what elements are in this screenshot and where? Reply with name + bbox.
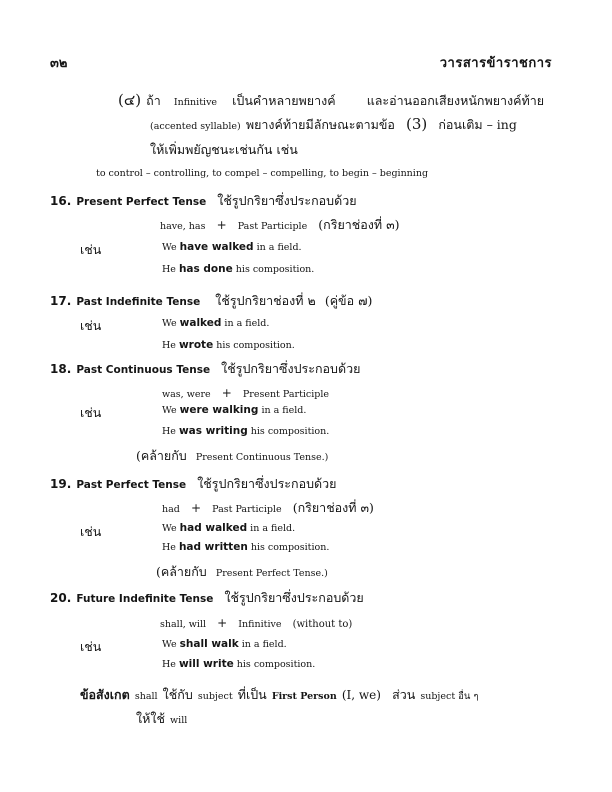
section-17-example-2: He wrote his composition.	[162, 339, 295, 351]
intro-line-2: (accented syllable) พยางค์ท้ายมีลักษณะตามข้อ (3) ก่อนเติม – ing	[150, 115, 517, 133]
intro-examples: to control – controlling, to compel – compelling, to begin – beginning	[96, 168, 429, 179]
section-16-example-2: He has done his composition.	[162, 263, 315, 275]
page-number: ๓๒	[50, 56, 68, 71]
section-19-eg-label: เช่น	[80, 524, 102, 539]
section-17-example-1: We walked in a field.	[162, 317, 270, 329]
section-19-example-2: He had written his composition.	[162, 541, 330, 553]
section-19-formula: had + Past Participle (กริยาช่องที่ ๓)	[162, 500, 374, 515]
section-19-heading: 19. Past Perfect Tense ใช้รูปกริยาซึ่งประกอบด้วย	[50, 476, 337, 491]
observation-line-2: ให้ใช้ will	[136, 711, 188, 726]
running-head: วารสารข้าราชการ	[439, 56, 552, 71]
section-17-eg-label: เช่น	[80, 318, 102, 333]
intro-line-3: ให้เพิ่มพยัญชนะเช่นกัน เช่น	[150, 142, 298, 157]
section-19-note: (คล้ายกับ Present Perfect Tense.)	[156, 564, 328, 579]
section-18-note: (คล้ายกับ Present Continuous Tense.)	[136, 448, 329, 463]
section-18-heading: 18. Past Continuous Tense ใช้รูปกริยาซึ่งประกอบด้วย	[50, 361, 361, 376]
intro-line-1: (๔) ถ้า Infinitive เป็นคำหลายพยางค์ และอ่านออกเสียงหนักพยางค์ท้าย	[118, 91, 545, 109]
observation-line-1: ข้อสังเกต shall ใช้กับ subject ที่เป็น First Person (I, we) ส่วน subject อื่น ๆ	[80, 687, 479, 702]
section-18-formula: was, were + Present Participle	[162, 386, 330, 400]
section-16-example-1: We have walked in a field.	[162, 241, 302, 253]
section-20-eg-label: เช่น	[80, 639, 102, 654]
section-18-example-1: We were walking in a field.	[162, 404, 307, 416]
section-19-example-1: We had walked in a field.	[162, 522, 296, 534]
section-20-example-1: We shall walk in a field.	[162, 638, 287, 650]
section-18-example-2: He was writing his composition.	[162, 425, 330, 437]
section-20-heading: 20. Future Indefinite Tense ใช้รูปกริยาซึ่งประกอบด้วย	[50, 590, 364, 605]
section-18-eg-label: เช่น	[80, 405, 102, 420]
section-20-formula: shall, will + Infinitive (without to)	[160, 616, 353, 630]
section-20-example-2: He will write his composition.	[162, 658, 316, 670]
section-16-heading: 16. Present Perfect Tense ใช้รูปกริยาซึ่งประกอบด้วย	[50, 193, 357, 208]
section-16-formula: have, has + Past Participle (กริยาช่องที่ ๓)	[160, 217, 400, 232]
section-16-eg-label: เช่น	[80, 242, 102, 257]
section-17-heading: 17. Past Indefinite Tense ใช้รูปกริยาช่องที่ ๒ (คู่ข้อ ๗)	[50, 293, 373, 308]
